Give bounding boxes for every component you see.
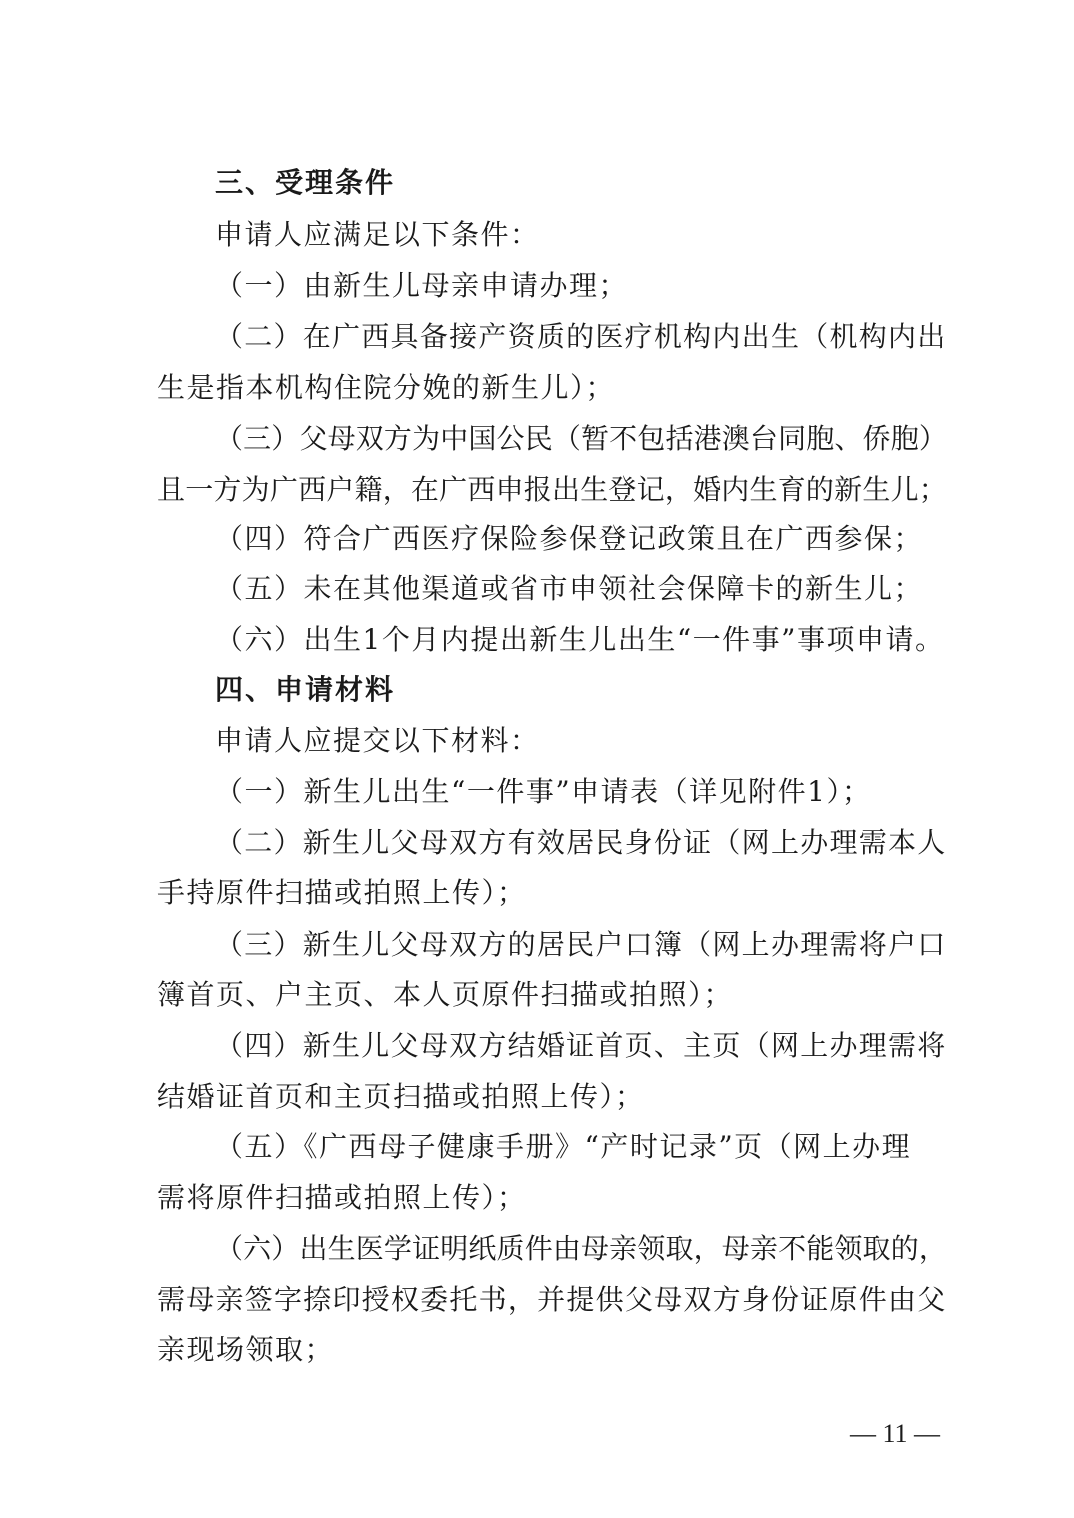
condition-item-2: （二）在广西具备接产资质的医疗机构内出生（机构内出 (215, 320, 947, 353)
condition-item-4: （四）符合广西医疗保险参保登记政策且在广西参保； (215, 522, 924, 555)
material-item-4: （四）新生儿父母双方结婚证首页、主页（网上办理需将 (215, 1029, 947, 1062)
condition-item-2-cont: 生是指本机构住院分娩的新生儿）； (157, 371, 616, 404)
material-item-5-cont: 需将原件扫描或拍照上传）； (157, 1181, 527, 1214)
material-item-2: （二）新生儿父母双方有效居民身份证（网上办理需本人 (215, 826, 947, 859)
condition-item-5: （五）未在其他渠道或省市申领社会保障卡的新生儿； (215, 572, 924, 605)
material-item-6: （六）出生医学证明纸质件由母亲领取，母亲不能领取的， (215, 1232, 948, 1265)
material-item-3: （三）新生儿父母双方的居民户口簿（网上办理需将户口 (215, 928, 947, 961)
material-item-1: （一）新生儿出生“一件事”申请表（详见附件1）； (215, 775, 872, 808)
condition-item-6: （六）出生1个月内提出新生儿出生“一件事”事项申请。 (215, 623, 945, 656)
condition-item-3: （三）父母双方为中国公民（暂不包括港澳台同胞、侨胞） (215, 422, 948, 455)
material-item-4-cont: 结婚证首页和主页扫描或拍照上传）； (157, 1080, 645, 1113)
section-heading-materials: 四、申请材料 (215, 673, 396, 706)
section-intro-conditions: 申请人应满足以下条件： (215, 218, 540, 251)
material-item-3-cont: 簿首页、户主页、本人页原件扫描或拍照）； (157, 978, 734, 1011)
section-heading-conditions: 三、受理条件 (215, 166, 396, 199)
material-item-6-cont-2: 亲现场领取； (157, 1333, 335, 1366)
page-number: — 11 — (849, 1419, 941, 1448)
section-intro-materials: 申请人应提交以下材料： (215, 724, 540, 757)
condition-item-1: （一）由新生儿母亲申请办理； (215, 269, 629, 302)
material-item-6-cont: 需母亲签字捺印授权委托书，并提供父母双方身份证原件由父 (157, 1283, 947, 1316)
material-item-5: （五）《广西母子健康手册》“产时记录”页（网上办理 (215, 1130, 912, 1163)
condition-item-3-cont: 且一方为广西户籍，在广西申报出生登记，婚内生育的新生儿； (157, 473, 948, 506)
material-item-2-cont: 手持原件扫描或拍照上传）； (157, 876, 527, 909)
